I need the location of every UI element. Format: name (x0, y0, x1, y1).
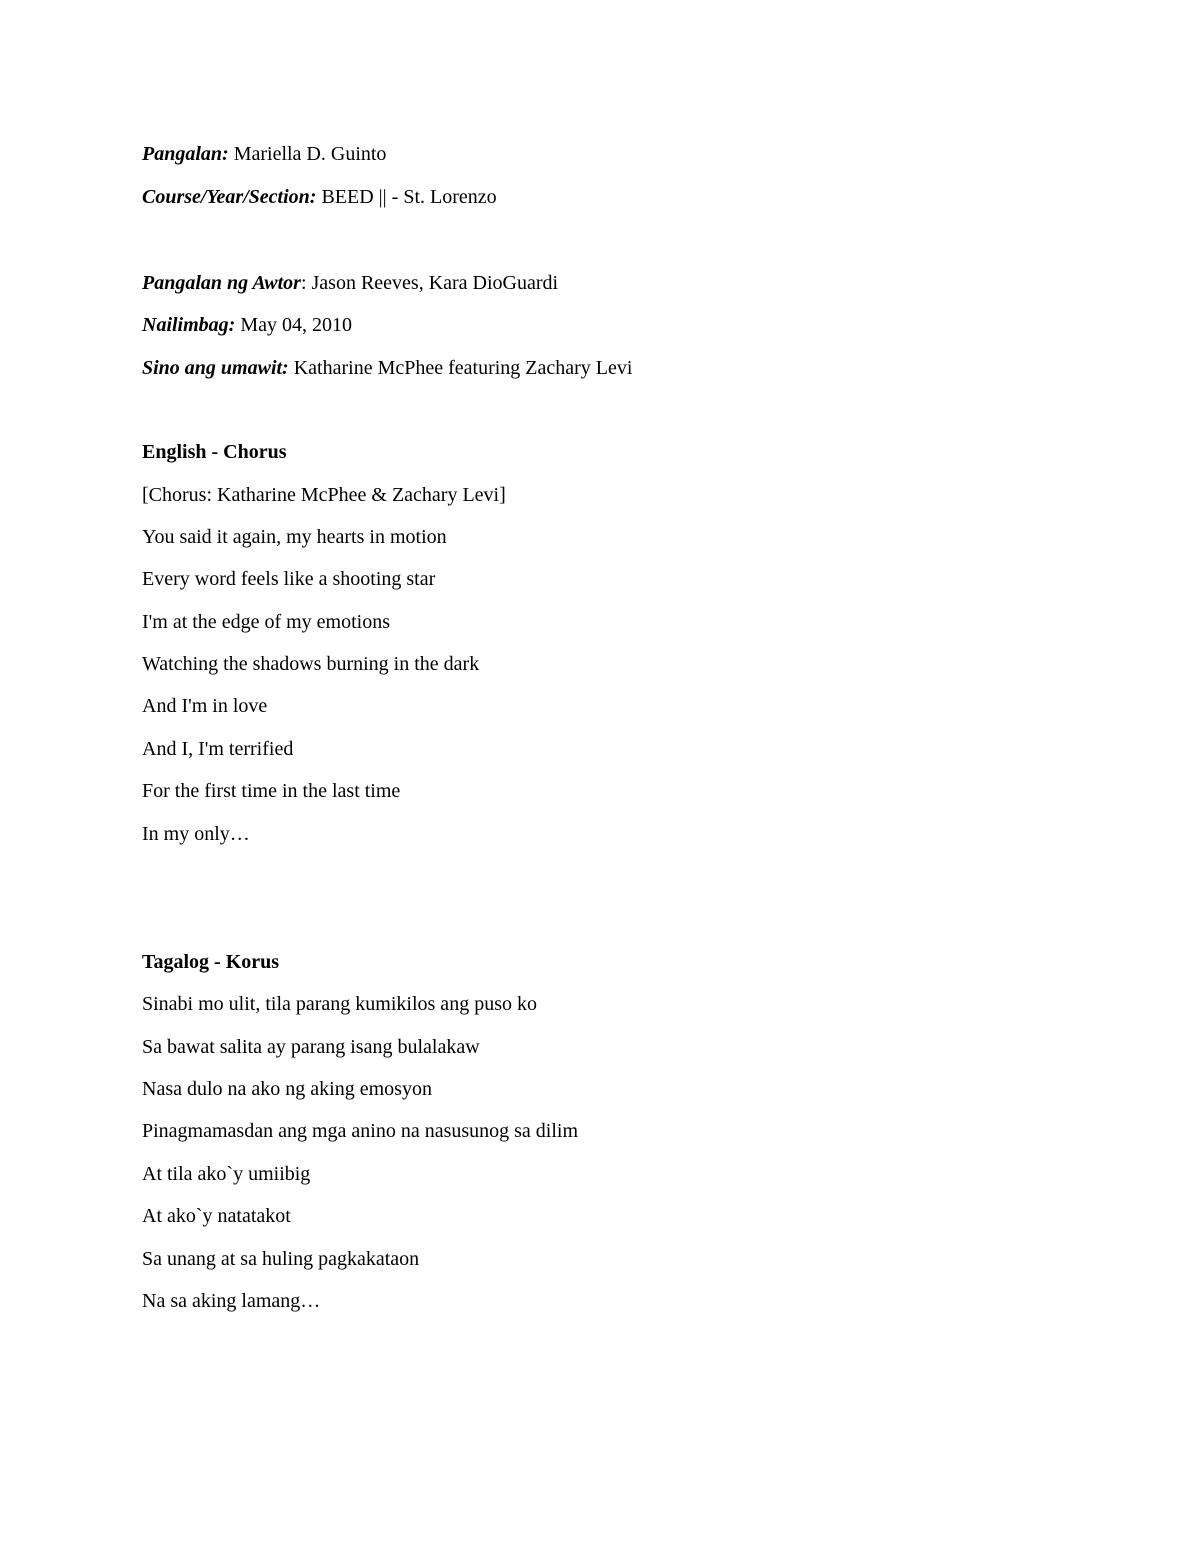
english-line: [Chorus: Katharine McPhee & Zachary Levi] (142, 484, 506, 506)
tagalog-heading: Tagalog - Korus (142, 951, 280, 973)
english-line: In my only… (142, 823, 250, 845)
singer-value: Katharine McPhee featuring Zachary Levi (288, 357, 633, 379)
english-line: For the first time in the last time (142, 780, 401, 802)
published-label: Nailimbag: (142, 314, 236, 336)
tagalog-line: Nasa dulo na ako ng aking emosyon (142, 1078, 432, 1100)
author-label: Pangalan ng Awtor (142, 272, 301, 294)
name-value: Mariella D. Guinto (228, 143, 387, 165)
english-heading: English - Chorus (142, 441, 287, 463)
name-label: Pangalan: (142, 143, 229, 165)
english-line: Every word feels like a shooting star (142, 568, 436, 590)
tagalog-line: Sinabi mo ulit, tila parang kumikilos ang puso ko (142, 993, 537, 1015)
english-line: Watching the shadows burning in the dark (142, 653, 480, 675)
course-line (142, 185, 497, 209)
tagalog-line: At tila ako`y umiibig (142, 1163, 311, 1185)
english-line: I'm at the edge of my emotions (142, 611, 390, 633)
course-label: Course/Year/Section: (142, 186, 317, 208)
singer-label: Sino ang umawit: (142, 357, 289, 379)
singer-line (142, 356, 632, 380)
english-line: You said it again, my hearts in motion (142, 526, 447, 548)
author-line (142, 271, 558, 295)
tagalog-line: Sa unang at sa huling pagkakataon (142, 1248, 420, 1270)
english-line: And I, I'm terrified (142, 738, 294, 760)
english-line: And I'm in love (142, 695, 268, 717)
tagalog-line: Sa bawat salita ay parang isang bulalakaw (142, 1036, 480, 1058)
published-value: May 04, 2010 (235, 314, 353, 336)
tagalog-line: At ako`y natatakot (142, 1205, 291, 1227)
course-value: BEED || - St. Lorenzo (316, 186, 497, 208)
tagalog-line: Na sa aking lamang… (142, 1290, 321, 1312)
name-line (142, 142, 386, 166)
tagalog-line: Pinagmamasdan ang mga anino na nasusunog sa dilim (142, 1120, 579, 1142)
published-line (142, 313, 352, 337)
author-value: : Jason Reeves, Kara DioGuardi (300, 272, 559, 294)
